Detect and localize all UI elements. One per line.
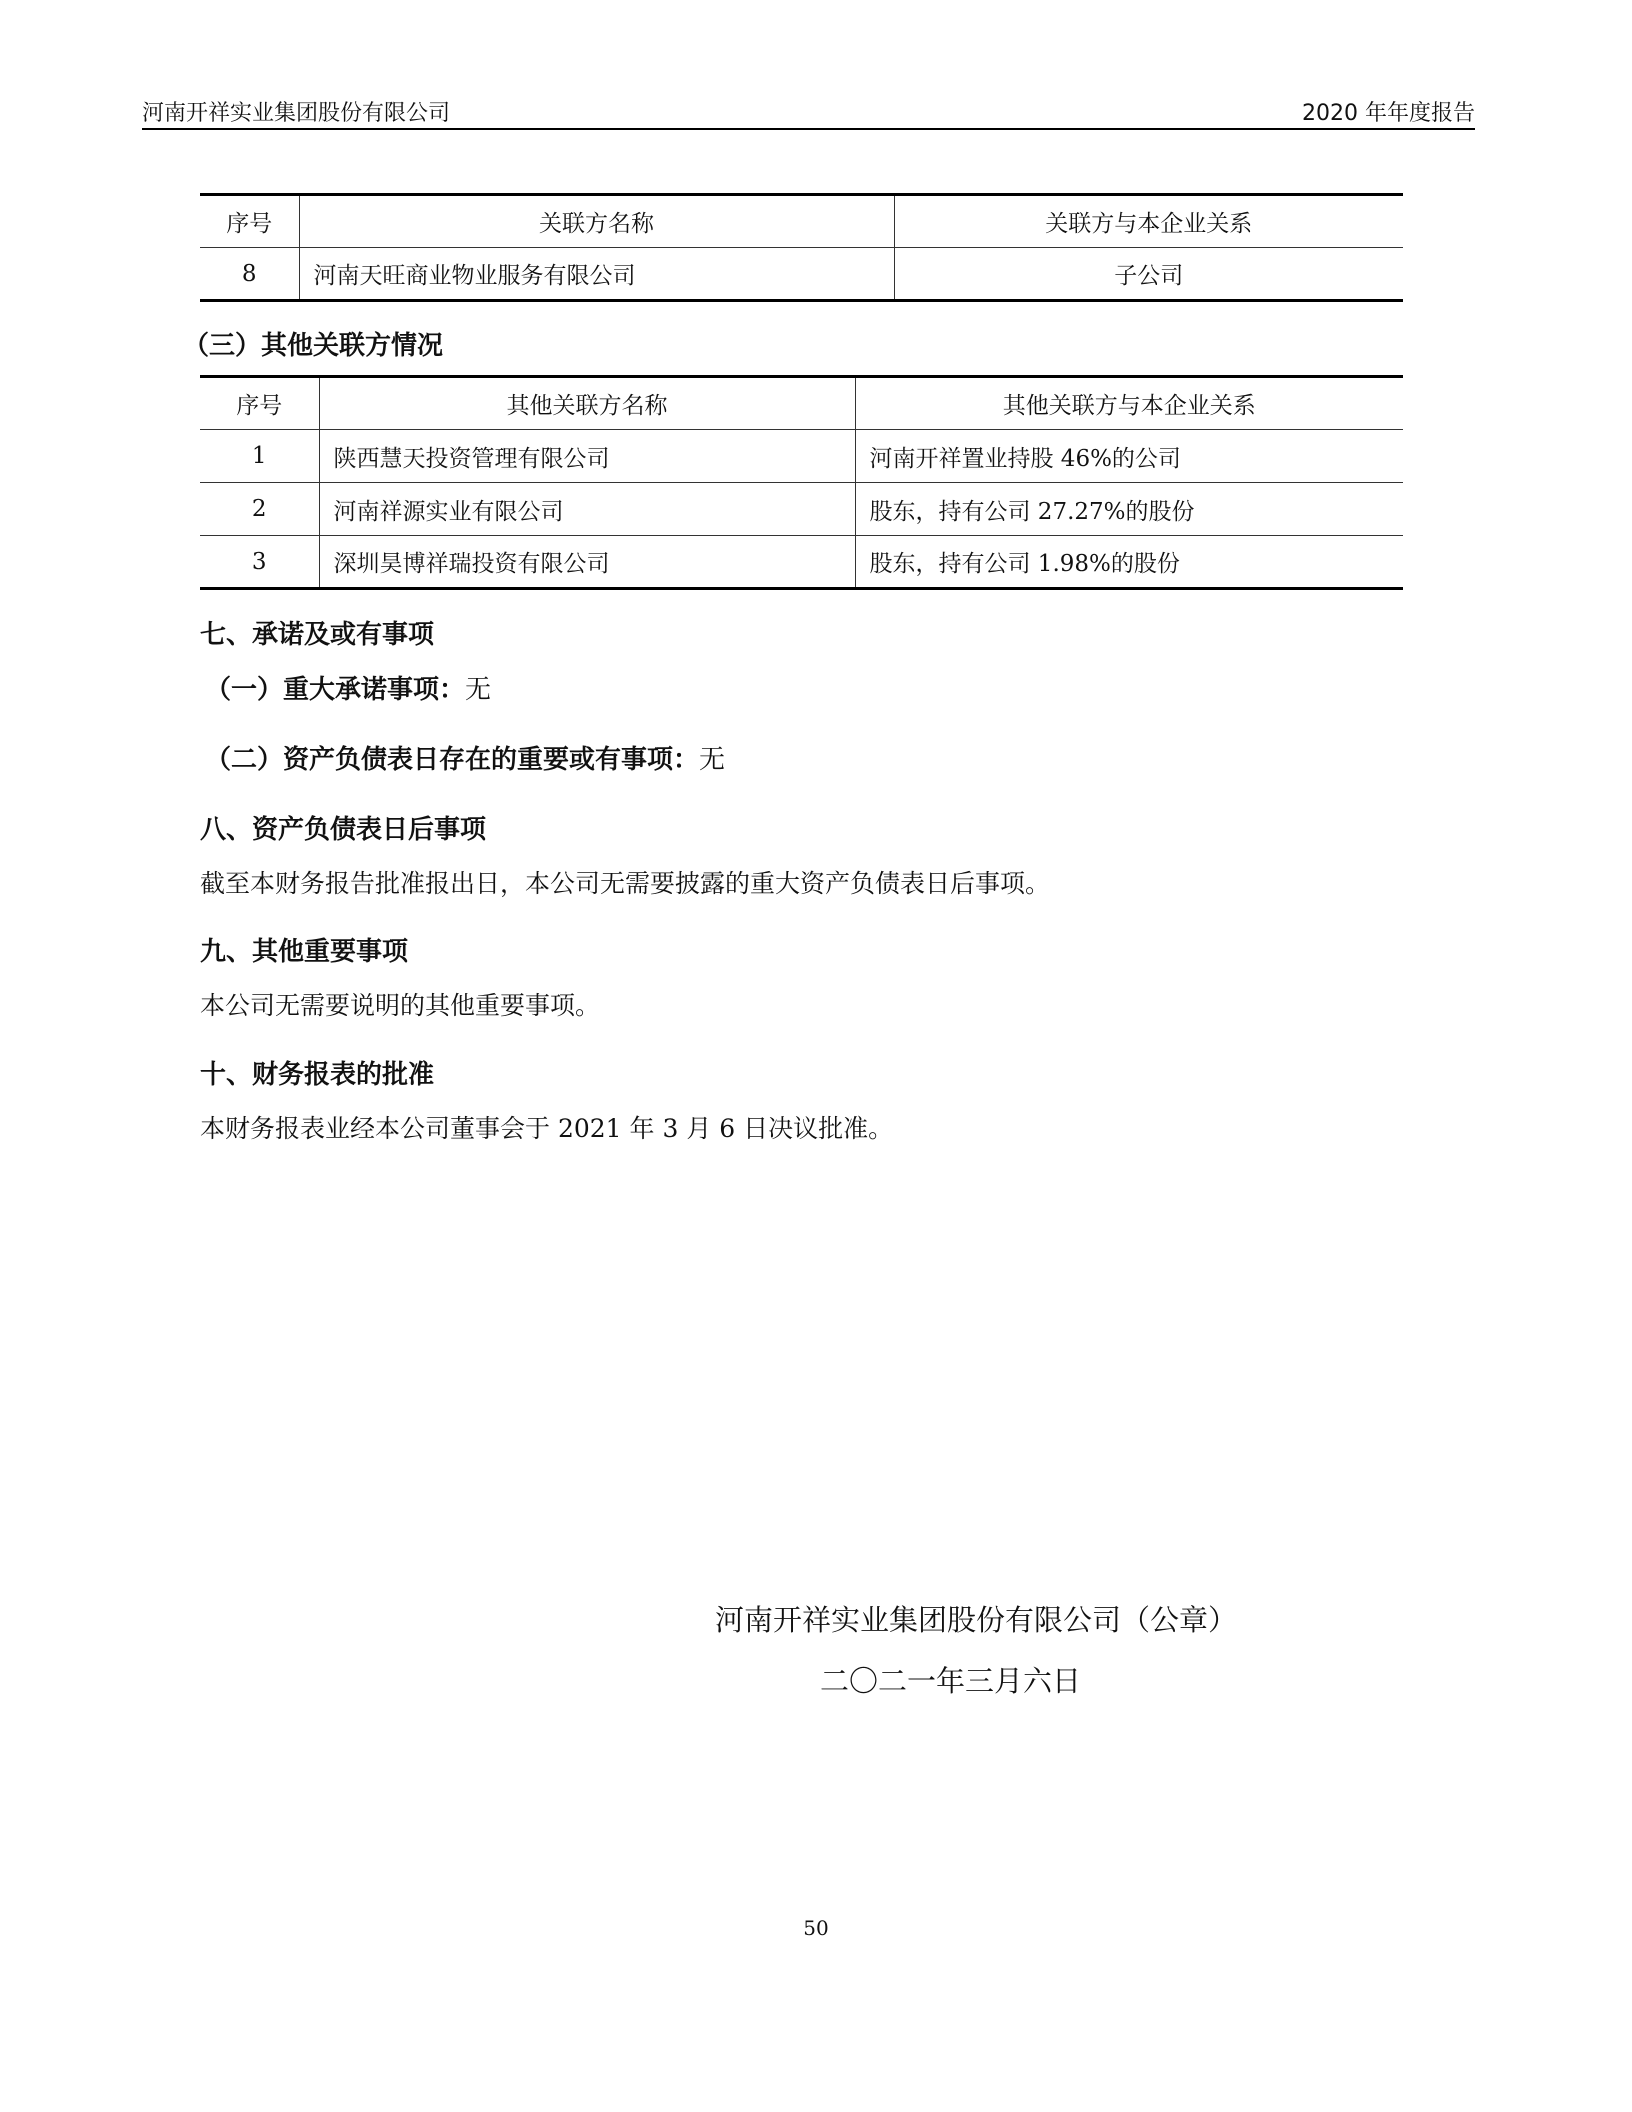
table-row bbox=[200, 430, 1403, 483]
subsection-value: 无 bbox=[465, 675, 492, 705]
header-company: 河南开祥实业集团股份有限公司 bbox=[142, 101, 451, 126]
row-number: 8 bbox=[200, 248, 299, 301]
subsection-value: 无 bbox=[699, 745, 726, 775]
subsection-contingencies: （二）资产负债表日存在的重要或有事项： bbox=[205, 745, 700, 775]
column-header: 其他关联方与本企业关系 bbox=[855, 377, 1403, 430]
related-party-relation: 子公司 bbox=[894, 248, 1403, 301]
related-party-name: 陕西慧天投资管理有限公司 bbox=[319, 430, 855, 483]
table-header-row bbox=[200, 377, 1403, 430]
related-party-relation: 河南开祥置业持股 46%的公司 bbox=[855, 430, 1403, 483]
table-header-row bbox=[200, 195, 1403, 248]
signature-date: 二〇二一年三月六日 bbox=[820, 1664, 1082, 1698]
paragraph: 本公司无需要说明的其他重要事项。 bbox=[200, 991, 601, 1020]
related-party-table bbox=[200, 193, 1403, 302]
column-header: 序号 bbox=[200, 195, 299, 248]
section-title-other-matters: 九、其他重要事项 bbox=[200, 937, 409, 967]
page-number: 50 bbox=[803, 1916, 829, 1940]
column-header: 关联方名称 bbox=[299, 195, 894, 248]
paragraph: 本财务报表业经本公司董事会于 2021 年 3 月 6 日决议批准。 bbox=[200, 1114, 894, 1143]
table-row bbox=[200, 248, 1403, 301]
column-header: 其他关联方名称 bbox=[319, 377, 855, 430]
related-party-relation: 股东，持有公司 27.27%的股份 bbox=[855, 483, 1403, 536]
related-party-name: 河南天旺商业物业服务有限公司 bbox=[299, 248, 894, 301]
section-title-other-related: （三）其他关联方情况 bbox=[183, 331, 444, 361]
related-party-relation: 股东，持有公司 1.98%的股份 bbox=[855, 536, 1403, 589]
column-header: 关联方与本企业关系 bbox=[894, 195, 1403, 248]
table-row bbox=[200, 483, 1403, 536]
row-number: 1 bbox=[200, 430, 319, 483]
subsection-major-commitments: （一）重大承诺事项： bbox=[205, 675, 466, 705]
row-number: 2 bbox=[200, 483, 319, 536]
table-row bbox=[200, 536, 1403, 589]
other-related-party-table bbox=[200, 375, 1403, 590]
header-report-title: 2020 年年度报告 bbox=[1302, 101, 1475, 126]
related-party-name: 深圳昊博祥瑞投资有限公司 bbox=[319, 536, 855, 589]
header-divider bbox=[142, 128, 1475, 130]
section-title-subsequent-events: 八、资产负债表日后事项 bbox=[200, 815, 487, 845]
related-party-name: 河南祥源实业有限公司 bbox=[319, 483, 855, 536]
signature-company-seal: 河南开祥实业集团股份有限公司（公章） bbox=[715, 1603, 1238, 1637]
section-title-approval: 十、财务报表的批准 bbox=[200, 1060, 435, 1090]
column-header: 序号 bbox=[200, 377, 319, 430]
paragraph: 截至本财务报告批准报出日，本公司无需要披露的重大资产负债表日后事项。 bbox=[200, 869, 1051, 898]
section-title-commitments: 七、承诺及或有事项 bbox=[200, 620, 435, 650]
row-number: 3 bbox=[200, 536, 319, 589]
